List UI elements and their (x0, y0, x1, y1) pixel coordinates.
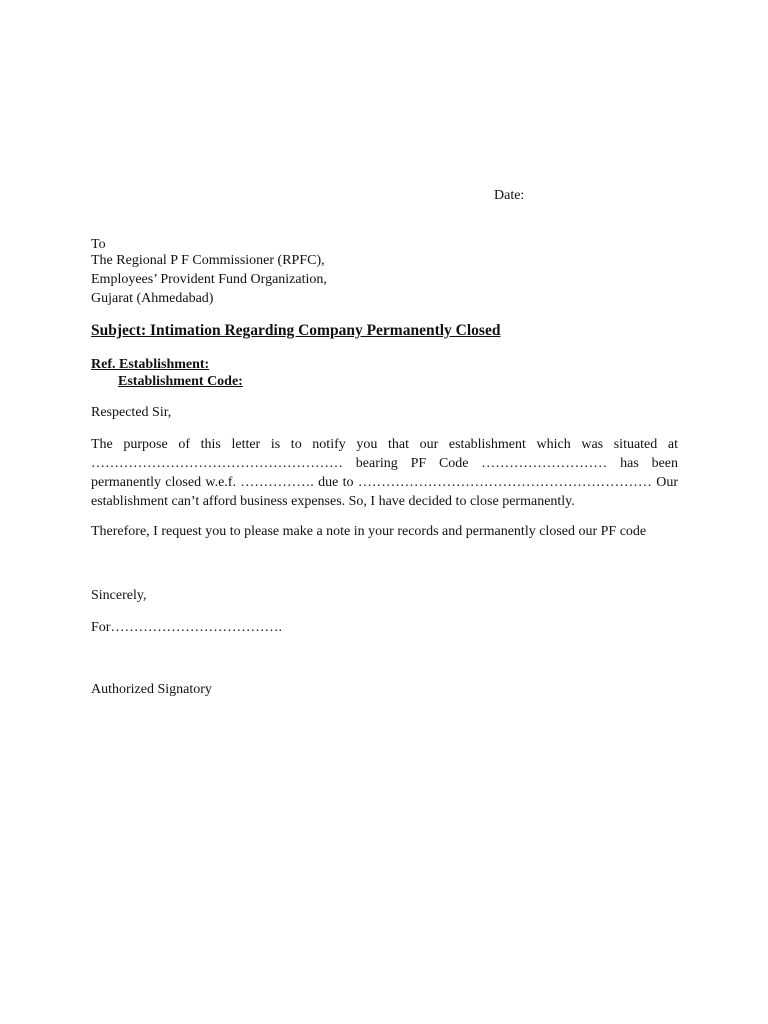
body-line-2: ……………………………………………… bearing PF Code ……………………… has been (91, 456, 678, 471)
request-paragraph: Therefore, I request you to please make a note in your records and permanently closed our PF code (91, 524, 647, 539)
body-line-4: establishment can’t afford business expenses. So, I have decided to close permanently. (91, 494, 575, 509)
ref-establishment: Ref. Establishment: (91, 357, 210, 372)
date-label: Date: (494, 188, 525, 203)
recipient-address-line-2: Employees’ Provident Fund Organization, (91, 272, 327, 287)
body-line-1: The purpose of this letter is to notify you that our establishment which was situated at (91, 437, 678, 452)
for-line: For………………………………. (91, 620, 282, 635)
signature-label: Authorized Signatory (91, 682, 212, 697)
letter-subject: Subject: Intimation Regarding Company Permanently Closed (91, 322, 501, 339)
recipient-address-line-1: The Regional P F Commissioner (RPFC), (91, 253, 325, 268)
recipient-address-line-3: Gujarat (Ahmedabad) (91, 291, 214, 306)
establishment-code: Establishment Code: (118, 374, 243, 389)
body-paragraph (91, 435, 678, 511)
recipient-to: To (91, 237, 106, 252)
closing: Sincerely, (91, 588, 147, 603)
salutation: Respected Sir, (91, 405, 172, 420)
body-line-3: permanently closed w.e.f. ……………. due to ……………………………………………………… Our (91, 475, 678, 490)
